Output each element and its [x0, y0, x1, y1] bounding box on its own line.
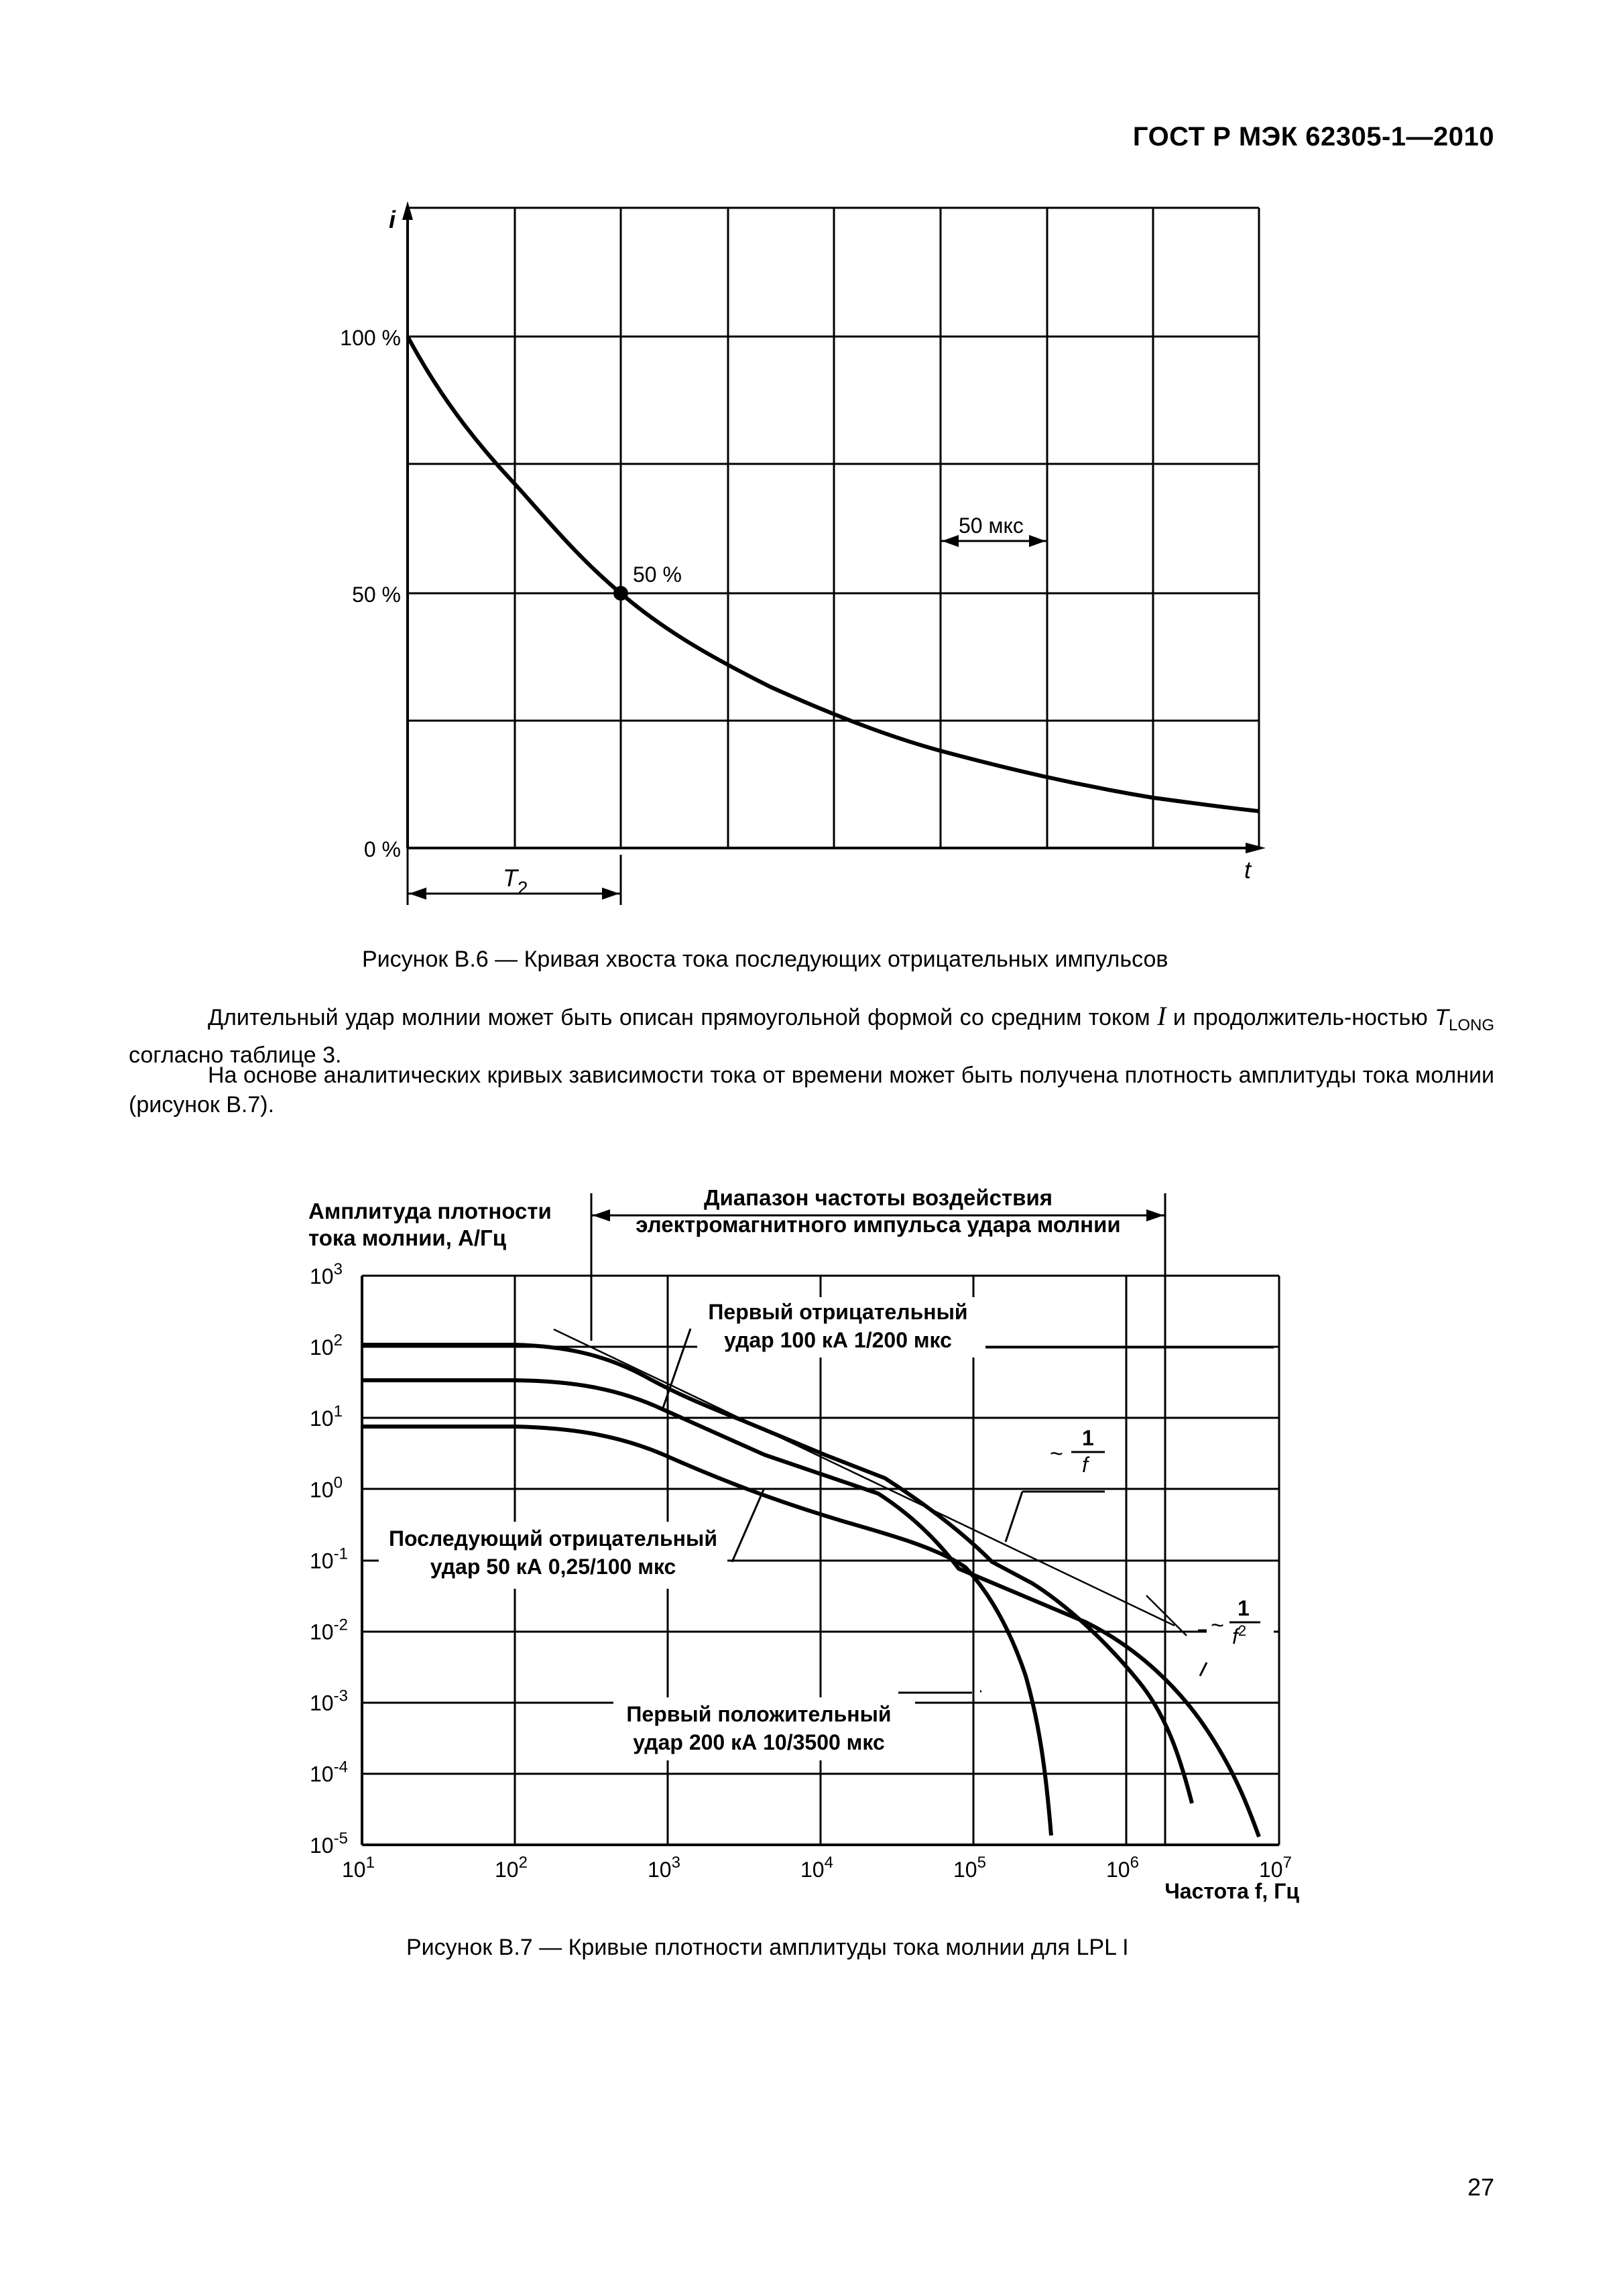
figure-b7-caption: Рисунок В.7 — Кривые плотности амплитуды тока молнии для LPL I	[406, 1935, 1129, 1960]
b7-range-label-1: Диапазон частоты воздействия	[703, 1185, 1053, 1210]
figure-b6-caption: Рисунок В.6 — Кривая хвоста тока последующих отрицательных импульсов	[362, 947, 1168, 972]
b7-range-label-2: электромагнитного импульса удара молнии	[636, 1212, 1121, 1237]
b6-t2-label: $T_2$	[503, 864, 528, 898]
b7-x-ticks	[342, 1854, 1292, 1882]
b7-x-tick-label: $10^4$	[800, 1854, 833, 1882]
b6-x-arrow	[1246, 843, 1266, 853]
b7-x-tick-label: $10^5$	[953, 1854, 986, 1882]
b7-label-first-negative-1: Первый отрицательный	[708, 1300, 968, 1324]
b7-1f-den: f	[1082, 1453, 1088, 1477]
page-number: 27	[1467, 2173, 1494, 2201]
b6-point-label: 50 %	[633, 562, 682, 587]
b6-tick-100: 100 %	[340, 326, 401, 350]
b6-axes	[408, 213, 1252, 848]
b7-y-tick-label: $10^1$	[310, 1402, 343, 1431]
b7-y-tick-label: $10^{-1}$	[310, 1545, 348, 1573]
paragraph-1: Длительный удар молнии может быть описан прямоугольной формой со средним током I и продолжитель-ностью $T_{LONG}$ согласно таблице 3.	[129, 1001, 1495, 1068]
b7-x-tick-label: $10^7$	[1259, 1854, 1292, 1882]
b7-x-tick-label: $10^1$	[342, 1854, 375, 1882]
b7-y-tick-label: $10^0$	[310, 1473, 343, 1502]
b7-1f2-num: 1	[1238, 1596, 1250, 1620]
figure-b7-chart	[0, 1166, 1623, 1984]
b6-y-axis-symbol: i	[389, 206, 396, 233]
b7-x-tick-label: $10^6$	[1106, 1854, 1139, 1882]
b7-asymptotes	[554, 1329, 1187, 1636]
b7-y-ticks	[310, 1260, 348, 1858]
b6-tick-0: 0 %	[363, 837, 401, 861]
b7-label-subsequent-2: удар 50 кА 0,25/100 мкс	[430, 1555, 676, 1579]
b7-y-tick-label: $10^{-2}$	[310, 1616, 348, 1644]
b7-1f2-tilde: ~	[1211, 1613, 1224, 1638]
b6-tick-50: 50 %	[352, 583, 401, 607]
b7-y-tick-label: $10^2$	[310, 1331, 343, 1360]
b7-x-axis-label: Частота f, Гц	[1164, 1879, 1299, 1903]
b7-y-tick-label: $10^{-3}$	[310, 1687, 348, 1715]
b7-y-tick-label: $10^{-5}$	[310, 1829, 348, 1858]
b7-label-first-positive-2: удар 200 кА 10/3500 мкс	[633, 1730, 885, 1754]
b7-label-first-negative-2: удар 100 кА 1/200 мкс	[724, 1328, 952, 1352]
b7-label-first-positive-1: Первый положительный	[626, 1702, 892, 1726]
b7-y-axis-label-2: тока молнии, А/Гц	[308, 1225, 507, 1250]
b7-label-subsequent-1: Последующий отрицательный	[389, 1526, 717, 1551]
b7-1f-tilde: ~	[1050, 1441, 1063, 1467]
b7-x-tick-label: $10^3$	[648, 1854, 680, 1882]
b7-1f-num: 1	[1082, 1426, 1094, 1450]
figure-b6-chart	[0, 0, 1623, 925]
b6-scale-label: 50 мкс	[959, 513, 1024, 538]
b7-1f2-den: $f^2$	[1232, 1622, 1247, 1648]
b6-50pct-point	[613, 586, 628, 601]
paragraph-2: На основе аналитических кривых зависимости тока от времени может быть получена плотность амплитуды тока молнии (рисунок В.7).	[129, 1063, 1494, 1117]
b7-y-tick-label: $10^3$	[310, 1260, 343, 1288]
b7-x-tick-label: $10^2$	[495, 1854, 528, 1882]
b7-y-axis-label-1: Амплитуда плотности	[308, 1199, 552, 1223]
b6-y-arrow	[402, 201, 413, 220]
b7-y-tick-label: $10^{-4}$	[310, 1758, 348, 1787]
b6-grid	[408, 208, 1259, 848]
b6-x-axis-symbol: t	[1244, 856, 1252, 884]
b7-leaders	[662, 1329, 1274, 1693]
document-header: ГОСТ Р МЭК 62305-1—2010	[1132, 122, 1494, 152]
